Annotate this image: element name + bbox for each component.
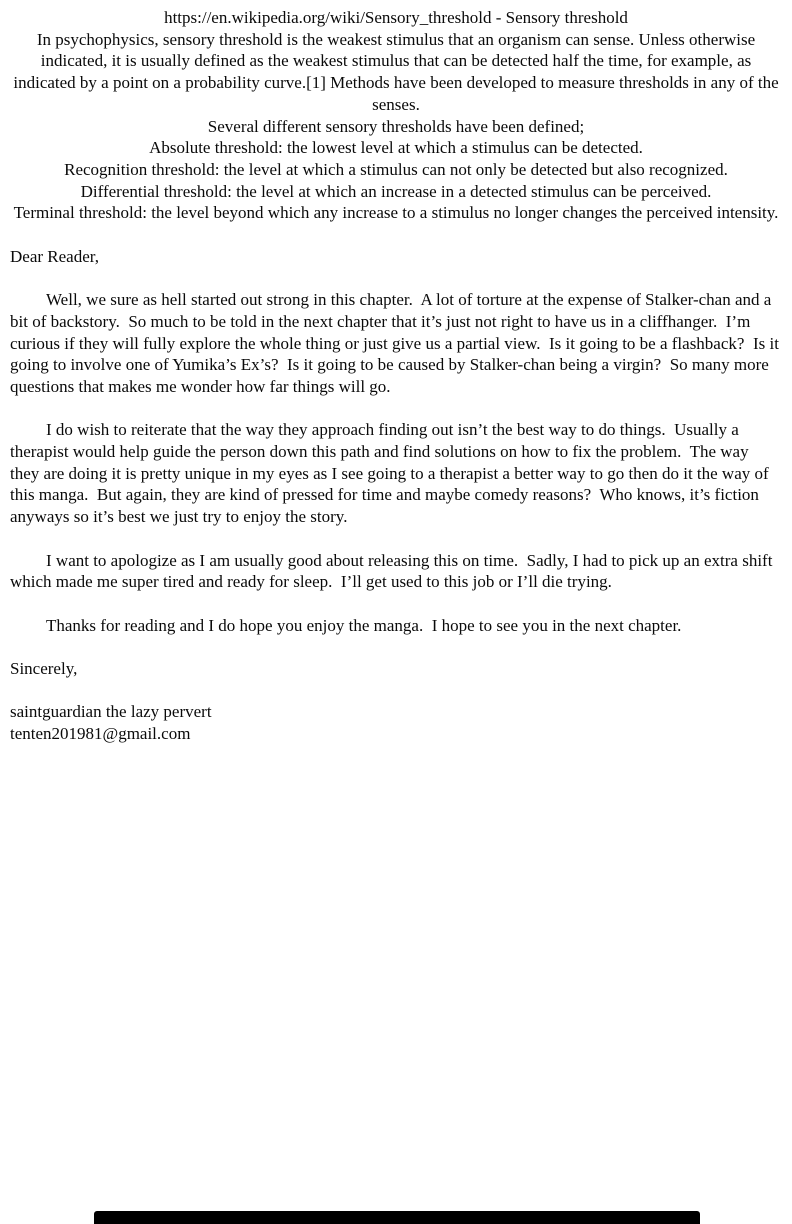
letter-paragraph-1: Well, we sure as hell started out strong in this chapter. A lot of torture at the expense of Stalker-chan and a bit of backstory. So much to be told in the next chapter that it’s just not right to have us in a cliffhanger. I’m curious if they will fully explore the whole thing or just give us a partial view. Is it going to be a flashback? Is it going to involve one of Yumika’s Ex’s? Is it going to be caused by Stalker-chan being a virgin? So many more questions that makes me wonder how far things will go.	[10, 290, 784, 396]
letter-paragraph-2: I do wish to reiterate that the way they approach finding out isn’t the best way to do things. Usually a therapist would help guide the person down this path and find solutions on how to fix the problem. The way they are doing it is pretty unique in my eyes as I see going to a therapist a better way to go then do it the way of this manga. But again, they are kind of pressed for time and maybe comedy reasons? Who knows, it’s fiction anyways so it’s best we just try to enjoy the story.	[10, 420, 773, 527]
wiki-definition-recognition: Recognition threshold: the level at which a stimulus can not only be detected but also recognized.	[64, 159, 728, 179]
letter-paragraph-4: Thanks for reading and I do hope you enjoy the manga. I hope to see you in the next chapter.	[46, 615, 682, 635]
letter-closing: Sincerely,	[10, 659, 78, 678]
letter-paragraph-3: I want to apologize as I am usually good about releasing this on time. Sadly, I had to pick up an extra shift which made me super tired and ready for sleep. I’ll get used to this job or I’ll die trying.	[10, 550, 777, 592]
letter-salutation: Dear Reader,	[10, 246, 99, 266]
bottom-bar	[94, 1211, 700, 1224]
signature-name: saintguardian the lazy pervert	[10, 702, 212, 722]
wiki-intro-paragraph: In psychophysics, sensory threshold is the weakest stimulus that an organism can sense. Unless otherwise indicated, it is usually defined as the weakest stimulus that can be detected half the time, for example, as indicated by a point on a probability curve.[1] Methods have been developed to measure thresholds in any of the senses.	[13, 29, 783, 114]
signature-email: tenten201981@gmail.com	[10, 724, 191, 744]
wiki-definition-differential: Differential threshold: the level at which an increase in a detected stimulus can be perceived.	[80, 181, 712, 201]
wiki-list-intro: Several different sensory thresholds have been defined;	[207, 116, 585, 136]
letter	[10, 246, 782, 745]
wiki-excerpt	[10, 7, 782, 224]
wiki-definition-terminal: Terminal threshold: the level beyond which any increase to a stimulus no longer changes the perceived intensity.	[13, 203, 779, 223]
wiki-source-title: https://en.wikipedia.org/wiki/Sensory_threshold - Sensory threshold	[164, 8, 628, 27]
wiki-definition-absolute: Absolute threshold: the lowest level at which a stimulus can be detected.	[149, 138, 643, 158]
letter-signature	[10, 701, 782, 744]
